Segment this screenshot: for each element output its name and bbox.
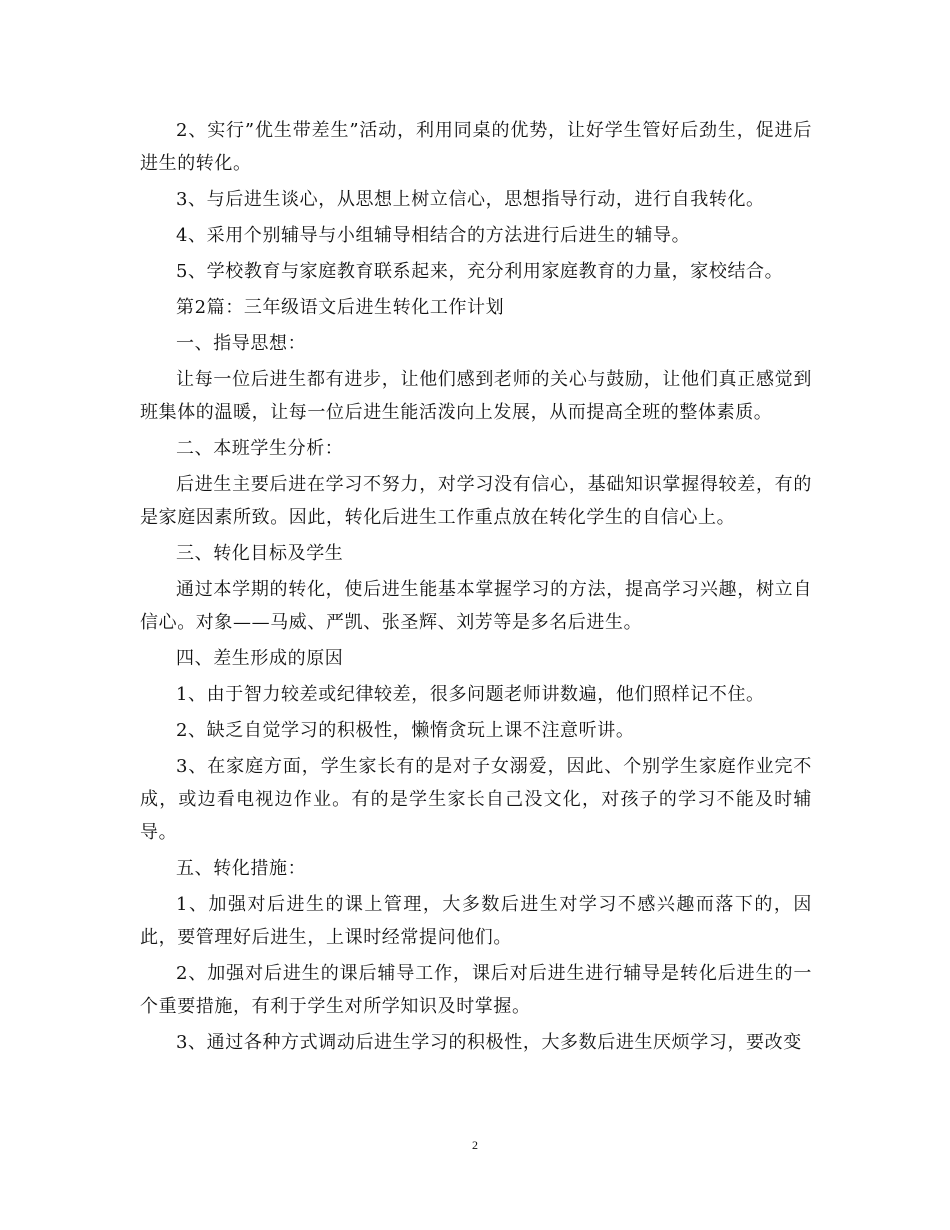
paragraph-cause-1: 1、由于智力较差或纪律较差，很多问题老师讲数遍，他们照样记不住。 — [176, 684, 765, 705]
paragraph-goals: 通过本学期的转化，使后进生能基本掌握学习的方法，提高学习兴趣，树立自信心。对象——马威、严凯、张圣辉、刘芳等是多名后进生。 — [140, 579, 812, 633]
heading-guiding-thought: 一、指导思想： — [176, 333, 307, 354]
document-body — [140, 114, 812, 1059]
paragraph-4: 5、学校教育与家庭教育联系起来，充分利用家庭教育的力量，家校结合。 — [176, 261, 784, 282]
heading-causes: 四、差生形成的原因 — [176, 648, 344, 669]
section-title-part-2: 第2篇：三年级语文后进生转化工作计划 — [176, 297, 505, 318]
paragraph-cause-3: 3、在家庭方面，学生家长有的是对子女溺爱，因此、个别学生家庭作业完不成，或边看电视边作业。有的是学生家长自己没文化，对孩子的学习不能及时辅导。 — [140, 756, 812, 843]
paragraph-3: 4、采用个别辅导与小组辅导相结合的方法进行后进生的辅导。 — [176, 225, 691, 246]
paragraph-1: 2、实行”优生带差生”活动，利用同桌的优势，让好学生管好后劲生，促进后进生的转化。 — [140, 120, 812, 174]
heading-goals: 三、转化目标及学生 — [176, 543, 344, 564]
heading-measures: 五、转化措施： — [176, 858, 307, 879]
page-number: 2 — [472, 1138, 478, 1152]
paragraph-measure-2: 2、加强对后进生的课后辅导工作，课后对后进生进行辅导是转化后进生的一个重要措施，有利于学生对所学知识及时掌握。 — [140, 963, 812, 1017]
paragraph-2: 3、与后进生谈心，从思想上树立信心，思想指导行动，进行自我转化。 — [176, 189, 765, 210]
paragraph-measure-1: 1、加强对后进生的课上管理，大多数后进生对学习不感兴趣而落下的，因此，要管理好后进生，上课时经常提问他们。 — [140, 894, 812, 948]
heading-student-analysis: 二、本班学生分析： — [176, 438, 344, 459]
paragraph-student-analysis: 后进生主要后进在学习不努力，对学习没有信心，基础知识掌握得较差，有的是家庭因素所致。因此，转化后进生工作重点放在转化学生的自信心上。 — [140, 474, 812, 528]
paragraph-measure-3: 3、通过各种方式调动后进生学习的积极性，大多数后进生厌烦学习，要改变 — [176, 1032, 802, 1053]
paragraph-guiding-thought: 让每一位后进生都有进步，让他们感到老师的关心与鼓励，让他们真正感觉到班集体的温暖，让每一位后进生能活泼向上发展，从而提高全班的整体素质。 — [140, 369, 812, 423]
paragraph-cause-2: 2、缺乏自觉学习的积极性，懒惰贪玩上课不注意听讲。 — [176, 720, 635, 741]
